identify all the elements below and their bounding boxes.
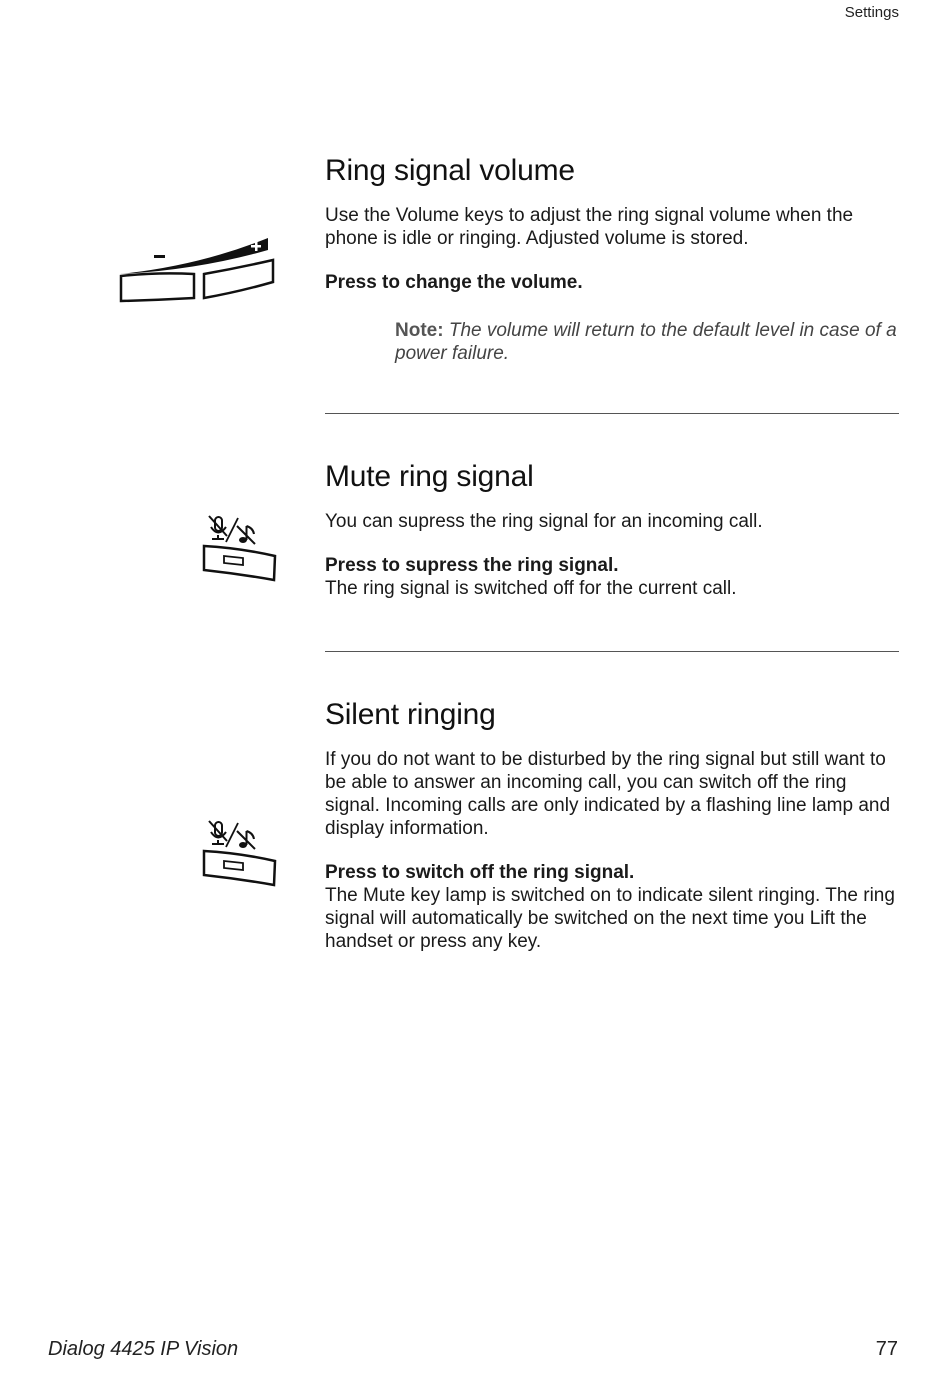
- mute-key-icon: [200, 514, 280, 586]
- note-label: Note:: [395, 320, 444, 341]
- note: [395, 319, 905, 365]
- section-silent-ringing: [325, 698, 900, 953]
- section-title: Mute ring signal: [325, 460, 534, 493]
- section-intro: Use the Volume keys to adjust the ring signal volume when the phone is idle or ringing. Adjusted volume is stored.: [325, 205, 854, 249]
- divider: [325, 651, 899, 652]
- section-ring-signal-volume: [325, 154, 900, 294]
- page-number: 77: [875, 1338, 898, 1360]
- running-header: Settings: [844, 4, 899, 21]
- footer-product-name: Dialog 4425 IP Vision: [48, 1338, 239, 1360]
- section-mute-ring-signal: [325, 460, 900, 600]
- instruction: Press to supress the ring signal.: [325, 555, 619, 576]
- instruction: Press to change the volume.: [325, 272, 583, 293]
- result-text: The ring signal is switched off for the current call.: [325, 578, 737, 599]
- section-title: Silent ringing: [325, 698, 496, 731]
- volume-keys-icon: [118, 236, 278, 306]
- divider: [325, 413, 899, 414]
- section-title: Ring signal volume: [325, 154, 575, 187]
- note-text: The volume will return to the default level in case of a power failure.: [395, 320, 897, 364]
- instruction: Press to switch off the ring signal.: [325, 862, 635, 883]
- section-intro: If you do not want to be disturbed by the ring signal but still want to be able to answer an incoming call, you can switch off the ring signal. Incoming calls are only indicated by a flashing line lamp and display information.: [325, 749, 891, 839]
- result-text: The Mute key lamp is switched on to indicate silent ringing. The ring signal will automatically be switched on the next time you Lift the handset or press any key.: [325, 885, 895, 952]
- section-intro: You can supress the ring signal for an incoming call.: [325, 511, 763, 532]
- mute-key-icon: [200, 819, 280, 891]
